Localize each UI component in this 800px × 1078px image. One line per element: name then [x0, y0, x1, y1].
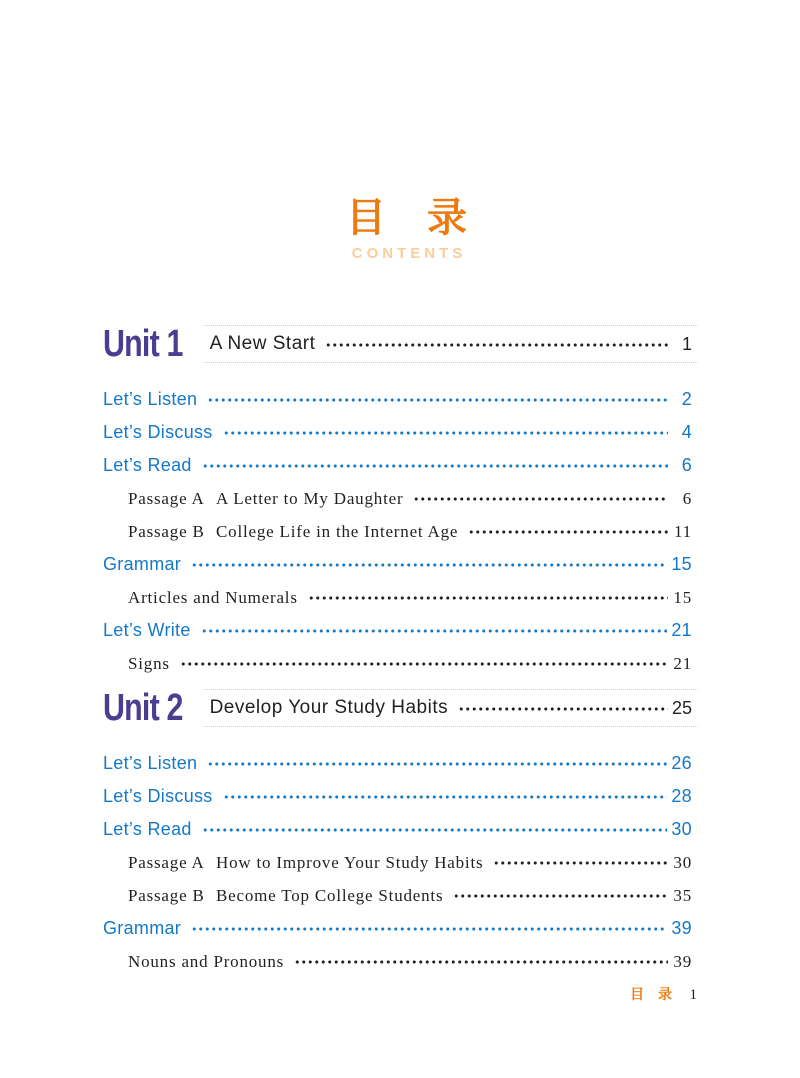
toc-row: [103, 879, 698, 912]
unit-items: [103, 383, 698, 680]
page-number: 30: [673, 852, 692, 872]
toc-row: [103, 846, 698, 879]
dot-leader: [493, 859, 668, 867]
unit-title: A New Start: [209, 333, 316, 354]
unit-label-text: Unit 2: [103, 687, 183, 729]
toc-item-label: Articles and Numerals: [128, 587, 298, 607]
page-number: 21: [671, 620, 692, 640]
page-number: 26: [671, 753, 692, 773]
toc-item-label: Let’s Discuss: [103, 422, 213, 442]
dot-leader: [180, 660, 668, 668]
toc-item-label: Grammar: [103, 554, 182, 574]
toc-row: [103, 449, 698, 482]
toc-item-label: Passage A: [128, 488, 205, 508]
page-number: 4: [681, 422, 692, 442]
toc-row: [103, 945, 698, 978]
dot-leader: [223, 429, 668, 437]
dot-leader: [202, 462, 668, 470]
toc-row: [103, 647, 698, 680]
unit-items: [103, 747, 698, 978]
footer-page-number: 1: [689, 987, 697, 1003]
page-number: 6: [681, 455, 692, 475]
page-number: 30: [671, 819, 692, 839]
toc-row: [103, 548, 698, 581]
toc-row: [103, 383, 698, 416]
page-number: 11: [674, 521, 692, 541]
toc-item-label: Let’s Discuss: [103, 786, 213, 806]
dot-leader: [191, 561, 667, 569]
page-number: 35: [673, 885, 692, 905]
toc-item-label: Nouns and Pronouns: [128, 951, 285, 971]
page-number: 21: [673, 653, 692, 673]
toc-item-title: A Letter to My Daughter: [216, 488, 404, 508]
toc-item-label: Let’s Read: [103, 819, 192, 839]
toc-row: [103, 515, 698, 548]
dot-leader: [468, 528, 668, 536]
dot-leader: [325, 341, 668, 349]
dot-leader: [223, 793, 668, 801]
toc-row: [103, 482, 698, 515]
unit-title-row: [203, 325, 698, 363]
unit-block: [103, 689, 698, 978]
toc-row: [103, 780, 698, 813]
toc-item-title: How to Improve Your Study Habits: [216, 852, 484, 872]
toc-item-label: Let’s Listen: [103, 389, 198, 409]
page-title: 目 录: [345, 196, 471, 240]
toc-row: [103, 813, 698, 846]
toc-row: [103, 747, 698, 780]
page-number: 1: [681, 333, 692, 354]
unit-block: [103, 325, 698, 680]
dot-leader: [207, 396, 668, 404]
page-number: 28: [671, 786, 692, 806]
toc-row: [103, 581, 698, 614]
toc-item-label: Signs: [128, 653, 170, 673]
dot-leader: [201, 627, 668, 635]
unit-heading-row: [103, 325, 698, 363]
dot-leader: [413, 495, 668, 503]
toc-row: [103, 416, 698, 449]
table-of-contents: [103, 325, 698, 978]
dot-leader: [453, 892, 668, 900]
page-number: 39: [673, 951, 692, 971]
unit-title-row: [203, 689, 698, 727]
page-footer: [0, 984, 697, 1004]
page-subtitle: CONTENTS: [351, 245, 467, 262]
page-number: 39: [671, 918, 692, 938]
page-number: 2: [681, 389, 692, 409]
unit-label: [103, 325, 203, 363]
dot-leader: [308, 594, 668, 602]
unit-title: Develop Your Study Habits: [209, 697, 449, 718]
toc-item-label: Let’s Read: [103, 455, 192, 475]
unit-label: [103, 689, 203, 727]
page-header: [0, 194, 800, 262]
unit-label-text: Unit 1: [103, 323, 183, 365]
page-number: 25: [671, 697, 692, 718]
dot-leader: [207, 760, 667, 768]
toc-item-label: Passage B: [128, 521, 205, 541]
toc-item-label: Passage B: [128, 885, 205, 905]
page-number: 15: [671, 554, 692, 574]
dot-leader: [458, 705, 668, 713]
toc-item-label: Let’s Listen: [103, 753, 198, 773]
unit-heading-row: [103, 689, 698, 727]
toc-item-label: Passage A: [128, 852, 205, 872]
toc-item-label: Let’s Write: [103, 620, 191, 640]
dot-leader: [202, 826, 668, 834]
toc-item-title: College Life in the Internet Age: [216, 521, 459, 541]
dot-leader: [191, 925, 667, 933]
footer-section-label: 目 录: [630, 986, 678, 1002]
toc-row: [103, 614, 698, 647]
dot-leader: [294, 958, 668, 966]
page-number: 6: [682, 488, 692, 508]
page-number: 15: [673, 587, 692, 607]
toc-row: [103, 912, 698, 945]
toc-item-title: Become Top College Students: [216, 885, 444, 905]
toc-item-label: Grammar: [103, 918, 182, 938]
